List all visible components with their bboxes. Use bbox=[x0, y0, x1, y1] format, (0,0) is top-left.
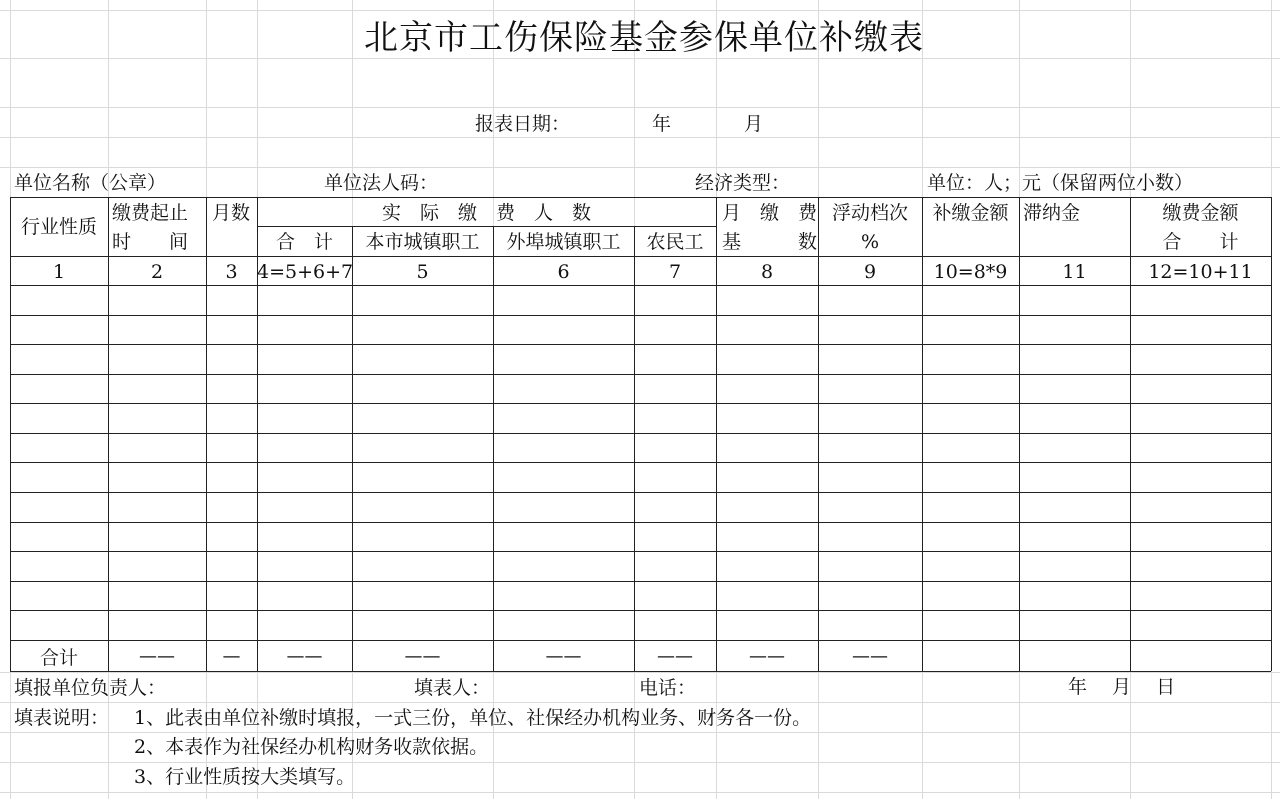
report-date-year: 年 bbox=[652, 113, 672, 135]
header-supplementary-amount: 补缴金额 bbox=[932, 202, 1009, 224]
report-date-label: 报表日期： bbox=[475, 113, 571, 135]
gridline bbox=[0, 732, 1280, 733]
table-border bbox=[10, 285, 1271, 286]
form-title: 北京市工伤保险基金参保单位补缴表 bbox=[364, 18, 924, 58]
header-farmer-workers: 农民工 bbox=[646, 231, 704, 253]
table-border bbox=[10, 433, 1271, 434]
totals-dash: —— bbox=[286, 646, 323, 667]
table-border bbox=[352, 226, 353, 671]
index-cell: 11 bbox=[1062, 261, 1087, 283]
responsible-label: 填报单位负责人： bbox=[14, 677, 167, 699]
index-cell: 2 bbox=[150, 261, 164, 283]
table-border bbox=[10, 640, 1271, 641]
gridline bbox=[0, 762, 1280, 763]
table-border bbox=[10, 551, 1271, 552]
totals-dash: —— bbox=[404, 646, 441, 667]
table-border bbox=[10, 315, 1271, 316]
note-item: 3、行业性质按大类填写。 bbox=[134, 766, 356, 788]
table-border bbox=[10, 581, 1271, 582]
gridline bbox=[0, 107, 1280, 108]
index-cell: 12=10+11 bbox=[1148, 261, 1253, 283]
header-base-line2: 基 数 bbox=[722, 231, 818, 253]
totals-label: 合计 bbox=[39, 647, 78, 669]
table-border bbox=[634, 226, 635, 671]
index-cell: 1 bbox=[52, 261, 66, 283]
header-months: 月数 bbox=[211, 202, 250, 224]
economic-type-label: 经济类型： bbox=[695, 172, 791, 194]
phone-label: 电话： bbox=[639, 677, 697, 699]
table-border bbox=[493, 226, 494, 671]
gridline bbox=[0, 702, 1280, 703]
index-cell: 8 bbox=[760, 261, 774, 283]
header-local-workers: 本市城镇职工 bbox=[365, 231, 480, 253]
header-late-fee: 滞纳金 bbox=[1023, 202, 1081, 224]
report-date-month: 月 bbox=[744, 113, 764, 135]
note-item: 2、本表作为社保经办机构财务收款依据。 bbox=[134, 736, 489, 758]
table-border bbox=[10, 462, 1271, 463]
header-float-line2: % bbox=[860, 231, 880, 253]
header-base-line1: 月 缴 费 bbox=[722, 202, 818, 224]
notes-label: 填表说明： bbox=[14, 707, 110, 729]
index-cell: 9 bbox=[863, 261, 877, 283]
header-total-line2: 合 计 bbox=[1162, 231, 1239, 253]
table-border bbox=[1271, 197, 1272, 671]
table-border bbox=[10, 374, 1271, 375]
gridline bbox=[0, 792, 1280, 793]
gridline bbox=[0, 672, 1280, 673]
table-border bbox=[10, 522, 1271, 523]
table-border bbox=[10, 610, 1271, 611]
header-period-line1: 缴费起止 bbox=[112, 202, 189, 224]
gridline bbox=[0, 167, 1280, 168]
header-float-line1: 浮动档次 bbox=[831, 202, 908, 224]
header-outside-workers: 外埠城镇职工 bbox=[506, 231, 621, 253]
index-cell: 4=5+6+7 bbox=[257, 261, 354, 283]
table-border bbox=[10, 197, 1271, 198]
index-cell: 10=8*9 bbox=[933, 261, 1008, 283]
header-actual-count: 实 际 缴 费 人 数 bbox=[381, 202, 591, 224]
header-total-line1: 缴费金额 bbox=[1162, 202, 1239, 224]
table-border bbox=[10, 403, 1271, 404]
totals-dash: —— bbox=[139, 646, 175, 667]
table-border bbox=[10, 256, 1271, 257]
totals-dash: —— bbox=[545, 646, 582, 667]
unit-name-label: 单位名称（公章） bbox=[14, 172, 167, 194]
legal-code-label: 单位法人码： bbox=[324, 172, 439, 194]
table-border bbox=[10, 671, 1271, 672]
index-cell: 5 bbox=[416, 261, 429, 283]
index-cell: 6 bbox=[557, 261, 570, 283]
header-industry: 行业性质 bbox=[20, 216, 97, 238]
gridline bbox=[0, 137, 1280, 138]
footer-date: 年 月 日 bbox=[1068, 676, 1176, 698]
gridline bbox=[0, 58, 1280, 59]
table-border bbox=[10, 344, 1271, 345]
totals-dash: —— bbox=[749, 646, 785, 667]
table-border bbox=[10, 492, 1271, 493]
note-item: 1、此表由单位补缴时填报，一式三份，单位、社保经办机构业务、财务各一份。 bbox=[134, 707, 812, 729]
totals-dash: —— bbox=[852, 646, 888, 667]
filler-label: 填表人： bbox=[414, 677, 491, 699]
totals-dash: —— bbox=[657, 646, 693, 667]
unit-note: 单位：人；元（保留两位小数） bbox=[927, 172, 1194, 194]
gridline bbox=[0, 10, 1280, 11]
header-sub-total: 合 计 bbox=[275, 231, 333, 253]
header-period-line2: 时 间 bbox=[112, 231, 189, 253]
totals-dash: — bbox=[222, 646, 241, 667]
index-cell: 7 bbox=[668, 261, 682, 283]
index-cell: 3 bbox=[225, 261, 238, 283]
table-border bbox=[257, 226, 716, 227]
